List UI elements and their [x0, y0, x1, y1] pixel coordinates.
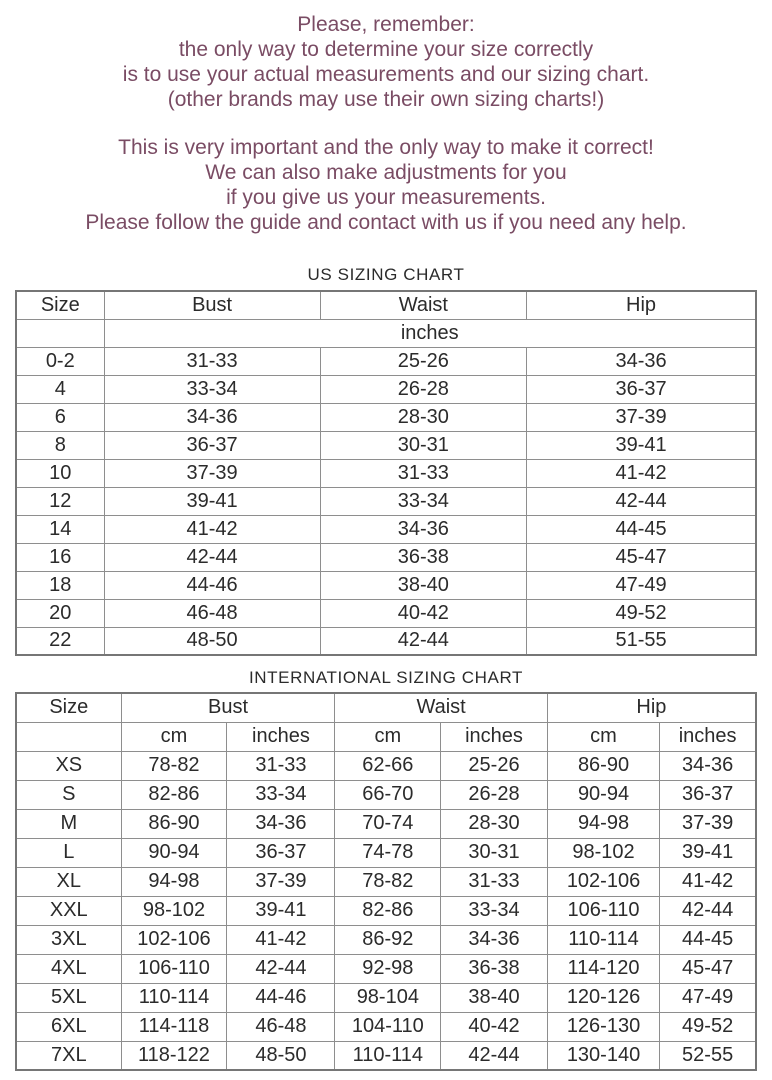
table-cell: 41-42: [227, 925, 335, 954]
table-cell: 40-42: [441, 1012, 548, 1041]
table-row: [16, 599, 756, 627]
table-cell: 5XL: [16, 983, 121, 1012]
intro-line: This is very important and the only way to make it correct!: [118, 136, 654, 159]
table-cell: 34-36: [227, 809, 335, 838]
table-cell: L: [16, 838, 121, 867]
unit-label-inches: inches: [227, 722, 335, 751]
intl-unit-row: [16, 722, 756, 751]
table-cell: 46-48: [227, 1012, 335, 1041]
table-cell: 98-102: [121, 896, 227, 925]
table-cell: 47-49: [527, 571, 756, 599]
table-cell: S: [16, 780, 121, 809]
table-cell: M: [16, 809, 121, 838]
table-cell: 44-46: [104, 571, 320, 599]
table-cell: 42-44: [441, 1041, 548, 1070]
table-cell: 92-98: [335, 954, 441, 983]
table-cell: 0-2: [16, 347, 104, 375]
table-cell: 114-118: [121, 1012, 227, 1041]
intro-note: [15, 12, 757, 235]
table-cell: 10: [16, 459, 104, 487]
table-row: [16, 515, 756, 543]
table-cell: 34-36: [104, 403, 320, 431]
table-row: [16, 751, 756, 780]
table-row: [16, 487, 756, 515]
table-cell: 120-126: [547, 983, 659, 1012]
table-cell: 4XL: [16, 954, 121, 983]
column-header-hip: Hip: [547, 693, 756, 722]
table-cell: 6: [16, 403, 104, 431]
table-cell: 94-98: [121, 867, 227, 896]
column-header-hip: Hip: [527, 291, 756, 319]
table-cell: 74-78: [335, 838, 441, 867]
table-cell: 36-37: [227, 838, 335, 867]
table-cell: 34-36: [660, 751, 756, 780]
table-cell: 45-47: [527, 543, 756, 571]
table-row: [16, 780, 756, 809]
table-cell: 98-104: [335, 983, 441, 1012]
table-cell: 39-41: [660, 838, 756, 867]
intro-paragraph-2: [15, 135, 757, 235]
column-header-bust: Bust: [104, 291, 320, 319]
table-cell: 36-38: [441, 954, 548, 983]
table-cell: 6XL: [16, 1012, 121, 1041]
table-cell: 42-44: [527, 487, 756, 515]
table-cell: 51-55: [527, 627, 756, 655]
table-cell: 48-50: [227, 1041, 335, 1070]
table-cell: 47-49: [660, 983, 756, 1012]
table-row: [16, 403, 756, 431]
table-cell: 3XL: [16, 925, 121, 954]
table-cell: 42-44: [660, 896, 756, 925]
intro-line: if you give us your measurements.: [226, 186, 546, 209]
table-cell: 31-33: [227, 751, 335, 780]
us-unit-row: [16, 319, 756, 347]
intro-line: the only way to determine your size correctly: [178, 38, 594, 61]
table-row: [16, 1012, 756, 1041]
table-cell: 18: [16, 571, 104, 599]
page: [15, 0, 757, 1071]
table-cell: 102-106: [547, 867, 659, 896]
intro-line: Please, remember:: [297, 13, 475, 36]
table-cell: 34-36: [441, 925, 548, 954]
table-cell: 62-66: [335, 751, 441, 780]
table-cell: 25-26: [320, 347, 526, 375]
table-cell: 30-31: [320, 431, 526, 459]
table-cell: 28-30: [441, 809, 548, 838]
table-cell: 38-40: [441, 983, 548, 1012]
intl-chart-title: INTERNATIONAL SIZING CHART: [248, 668, 524, 687]
table-cell: 130-140: [547, 1041, 659, 1070]
table-cell: 49-52: [527, 599, 756, 627]
table-cell: 110-114: [547, 925, 659, 954]
table-cell: 30-31: [441, 838, 548, 867]
table-cell: 46-48: [104, 599, 320, 627]
table-cell: 102-106: [121, 925, 227, 954]
table-cell: 33-34: [441, 896, 548, 925]
unit-label-cm: cm: [121, 722, 227, 751]
table-row: [16, 925, 756, 954]
table-cell: 20: [16, 599, 104, 627]
empty-cell: [16, 319, 104, 347]
table-cell: 36-37: [660, 780, 756, 809]
intro-line: is to use your actual measurements and our sizing chart.: [122, 63, 650, 86]
table-cell: 34-36: [527, 347, 756, 375]
table-cell: 44-45: [660, 925, 756, 954]
table-cell: 104-110: [335, 1012, 441, 1041]
table-cell: 106-110: [121, 954, 227, 983]
table-cell: 110-114: [121, 983, 227, 1012]
table-cell: 39-41: [227, 896, 335, 925]
table-cell: 126-130: [547, 1012, 659, 1041]
table-cell: 98-102: [547, 838, 659, 867]
table-row: [16, 954, 756, 983]
table-cell: 114-120: [547, 954, 659, 983]
table-cell: 49-52: [660, 1012, 756, 1041]
table-cell: 33-34: [104, 375, 320, 403]
table-cell: 37-39: [527, 403, 756, 431]
table-row: [16, 571, 756, 599]
table-cell: 7XL: [16, 1041, 121, 1070]
table-row: [16, 867, 756, 896]
table-cell: 36-38: [320, 543, 526, 571]
us-header-row: [16, 291, 756, 319]
table-cell: 70-74: [335, 809, 441, 838]
table-cell: 37-39: [104, 459, 320, 487]
column-header-size: Size: [16, 693, 121, 722]
table-cell: 86-90: [121, 809, 227, 838]
table-row: [16, 983, 756, 1012]
table-cell: 37-39: [660, 809, 756, 838]
table-cell: 110-114: [335, 1041, 441, 1070]
table-row: [16, 1041, 756, 1070]
table-cell: 26-28: [441, 780, 548, 809]
table-row: [16, 431, 756, 459]
table-cell: 44-46: [227, 983, 335, 1012]
column-header-size: Size: [16, 291, 104, 319]
unit-label-inches: inches: [660, 722, 756, 751]
table-row: [16, 459, 756, 487]
column-header-bust: Bust: [121, 693, 335, 722]
intro-line: We can also make adjustments for you: [205, 161, 567, 184]
table-cell: 82-86: [335, 896, 441, 925]
column-header-waist: Waist: [320, 291, 526, 319]
table-row: [16, 627, 756, 655]
table-row: [16, 838, 756, 867]
table-cell: 48-50: [104, 627, 320, 655]
table-cell: 33-34: [227, 780, 335, 809]
column-header-waist: Waist: [335, 693, 547, 722]
table-row: [16, 809, 756, 838]
table-cell: 82-86: [121, 780, 227, 809]
empty-cell: [16, 722, 121, 751]
table-cell: 78-82: [335, 867, 441, 896]
table-cell: 41-42: [104, 515, 320, 543]
table-cell: 52-55: [660, 1041, 756, 1070]
table-cell: 86-90: [547, 751, 659, 780]
unit-label-cm: cm: [547, 722, 659, 751]
table-cell: 33-34: [320, 487, 526, 515]
table-cell: 4: [16, 375, 104, 403]
table-cell: 44-45: [527, 515, 756, 543]
unit-label-cm: cm: [335, 722, 441, 751]
table-cell: 39-41: [527, 431, 756, 459]
table-row: [16, 347, 756, 375]
us-table-body: [16, 347, 756, 655]
table-cell: XL: [16, 867, 121, 896]
table-cell: 8: [16, 431, 104, 459]
table-cell: 118-122: [121, 1041, 227, 1070]
table-cell: 90-94: [547, 780, 659, 809]
intl-table-body: [16, 751, 756, 1070]
table-row: [16, 375, 756, 403]
table-cell: 31-33: [441, 867, 548, 896]
table-cell: 90-94: [121, 838, 227, 867]
intro-line: (other brands may use their own sizing charts!): [167, 88, 605, 111]
table-cell: 31-33: [104, 347, 320, 375]
table-cell: 41-42: [527, 459, 756, 487]
table-cell: 39-41: [104, 487, 320, 515]
unit-label-inches: inches: [104, 319, 756, 347]
table-cell: 38-40: [320, 571, 526, 599]
table-cell: 25-26: [441, 751, 548, 780]
intro-line: Please follow the guide and contact with us if you need any help.: [85, 211, 687, 234]
table-cell: 106-110: [547, 896, 659, 925]
table-cell: 78-82: [121, 751, 227, 780]
table-cell: XS: [16, 751, 121, 780]
table-cell: 66-70: [335, 780, 441, 809]
table-cell: 14: [16, 515, 104, 543]
table-row: [16, 896, 756, 925]
table-cell: 16: [16, 543, 104, 571]
table-cell: 31-33: [320, 459, 526, 487]
table-cell: 94-98: [547, 809, 659, 838]
table-cell: 12: [16, 487, 104, 515]
table-cell: 45-47: [660, 954, 756, 983]
table-cell: 36-37: [104, 431, 320, 459]
table-row: [16, 543, 756, 571]
intl-header-row: [16, 693, 756, 722]
table-cell: XXL: [16, 896, 121, 925]
us-chart-title: US SIZING CHART: [307, 265, 465, 284]
table-cell: 86-92: [335, 925, 441, 954]
table-cell: 40-42: [320, 599, 526, 627]
table-cell: 36-37: [527, 375, 756, 403]
table-cell: 34-36: [320, 515, 526, 543]
table-cell: 41-42: [660, 867, 756, 896]
us-sizing-table: [15, 290, 757, 656]
intl-sizing-table: [15, 692, 757, 1071]
intro-paragraph-1: [15, 12, 757, 112]
table-cell: 28-30: [320, 403, 526, 431]
table-cell: 42-44: [320, 627, 526, 655]
unit-label-inches: inches: [441, 722, 548, 751]
table-cell: 22: [16, 627, 104, 655]
table-cell: 42-44: [104, 543, 320, 571]
table-cell: 42-44: [227, 954, 335, 983]
table-cell: 26-28: [320, 375, 526, 403]
table-cell: 37-39: [227, 867, 335, 896]
